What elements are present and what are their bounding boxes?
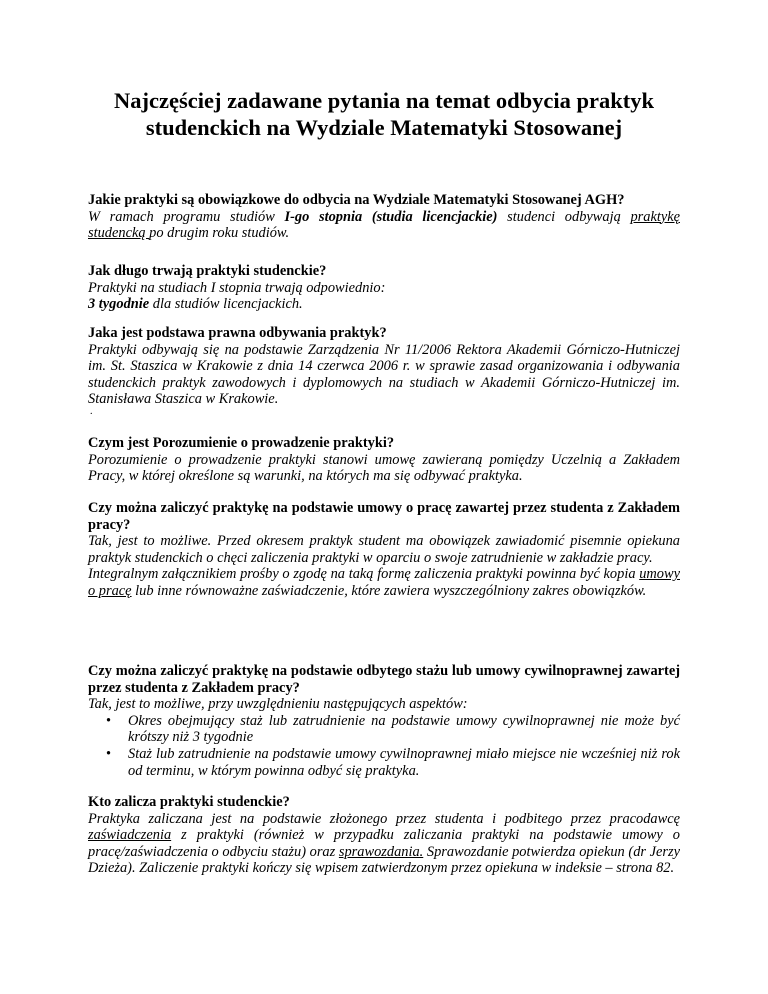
faq-answer-7 — [88, 811, 680, 877]
page-title-line-1: Najczęściej zadawane pytania na temat odbycia praktyk — [114, 88, 654, 113]
page-title — [88, 0, 680, 141]
faq-answer-5-text-2: lub inne równoważne zaświadczenie, które zawiera wyszczególniony zakres obowiązków. — [131, 582, 647, 599]
faq-answer-2-bold: 3 tygodnie — [88, 296, 150, 313]
faq-answer-7-underline-1: zaświadczenia — [88, 827, 172, 844]
faq-question-2: Jak długo trwają praktyki studenckie? — [88, 263, 327, 279]
faq-answer-2-line-1: Praktyki na studiach I stopnia trwają odpowiednio: — [88, 279, 386, 296]
faq-answer-7-text-1: Praktyka zaliczana jest na podstawie złożonego przez studenta i podbitego przez pracodawcę — [88, 810, 680, 827]
faq-item-3 — [88, 325, 680, 416]
stray-period-mark: . — [90, 405, 93, 417]
faq-answer-6 — [88, 696, 680, 779]
faq-item-2 — [88, 263, 680, 313]
faq-answer-7-underline-2: sprawozdania. — [338, 843, 424, 860]
faq-item-7 — [88, 794, 680, 877]
faq-item-1 — [88, 192, 680, 242]
faq-answer-1-bold: I-go stopnia (studia licencjackie) — [284, 208, 498, 225]
faq-answer-2-line-2 — [88, 296, 680, 313]
page-title-line-2: studenckich na Wydziale Matematyki Stosowanej — [145, 115, 623, 140]
faq-question-5: Czy można zaliczyć praktykę na podstawie umowy o pracę zawartej przez studenta z Zakładem pracy? — [88, 500, 680, 533]
bullet-item-1: • Okres obejmujący staż lub zatrudnienie na podstawie umowy cywilnoprawnej nie może być krótszy niż 3 tygodnie — [128, 713, 680, 746]
faq-answer-5-paragraph-1: Tak, jest to możliwe. Przed okresem praktyk student ma obowiązek zawiadomić pisemnie opiekuna praktyk studenckich o chęci zaliczenia praktyki w oparciu o swoje zatrudnienie w zakładzie pracy. — [88, 533, 680, 566]
faq-answer-1-underline: praktykę studencką — [88, 208, 680, 242]
faq-answer-1-text-3: po drugim roku studiów. — [149, 225, 290, 242]
faq-answer-1-text-1: W ramach programu studiów — [88, 208, 285, 225]
faq-answer-1-text-2: studenci odbywają — [497, 208, 631, 225]
faq-answer-2 — [88, 280, 680, 313]
faq-answer-5-paragraph-2 — [88, 566, 680, 599]
faq-answer-5-text-1: Integralnym załącznikiem prośby o zgodę na taką formę zaliczenia praktyki powinna być kopia — [88, 566, 640, 583]
faq-item-6 — [88, 663, 680, 779]
faq-question-1: Jakie praktyki są obowiązkowe do odbycia na Wydziale Matematyki Stosowanej AGH? — [88, 192, 625, 208]
faq-answer-5-underline: umowy o pracę — [88, 566, 680, 599]
faq-answer-7-text-3: Sprawozdanie potwierdza opiekun (dr Jerzy Dzieża). Zaliczenie praktyki kończy się wpisem zatwierdzonym przez opiekuna w indeksie – strona 82. — [88, 843, 680, 877]
faq-question-4: Czym jest Porozumienie o prowadzenie praktyki? — [88, 435, 395, 451]
faq-item-5 — [88, 500, 680, 600]
faq-answer-1 — [88, 209, 680, 242]
faq-answer-2-text: dla studiów licencjackich. — [149, 296, 303, 313]
bullet-item-2: • Staż lub zatrudnienie na podstawie umowy cywilnoprawnej miało miejsce nie wcześniej niż rok od terminu, w którym powinna odbyć się praktyka. — [128, 746, 680, 779]
faq-answer-3: Praktyki odbywają się na podstawie Zarządzenia Nr 11/2006 Rektora Akademii Górniczo-Hutniczej im. St. Staszica w Krakowie z dnia 14 czerwca 2006 r. w sprawie zasad organizowania i odbywania studenckich praktyk zawodowych i dyplomowych na studiach w Akademii Górniczo-Hutniczej im. Stanisława Staszica w Krakowie. — [88, 341, 680, 408]
faq-answer-6-bullet-list — [88, 713, 680, 779]
faq-question-7: Kto zalicza praktyki studenckie? — [88, 794, 290, 810]
faq-answer-4: Porozumienie o prowadzenie praktyki stanowi umowę zawieraną pomiędzy Uczelnią a Zakładem Pracy, w której określone są warunki, na których ma się odbywać praktyka. — [88, 451, 680, 485]
faq-answer-6-intro: Tak, jest to możliwe, przy uwzględnieniu następujących aspektów: — [88, 696, 468, 713]
faq-question-6: Czy można zaliczyć praktykę na podstawie odbytego stażu lub umowy cywilnoprawnej zawartej przez studenta z Zakładem pracy? — [88, 663, 680, 696]
faq-question-3: Jaka jest podstawa prawna odbywania praktyk? — [88, 325, 387, 341]
faq-item-4 — [88, 435, 680, 485]
faq-answer-7-text-2: z praktyki (również w przypadku zaliczania praktyki na podstawie umowy o pracę/zaświadczenia o odbyciu stażu) oraz — [88, 827, 680, 860]
